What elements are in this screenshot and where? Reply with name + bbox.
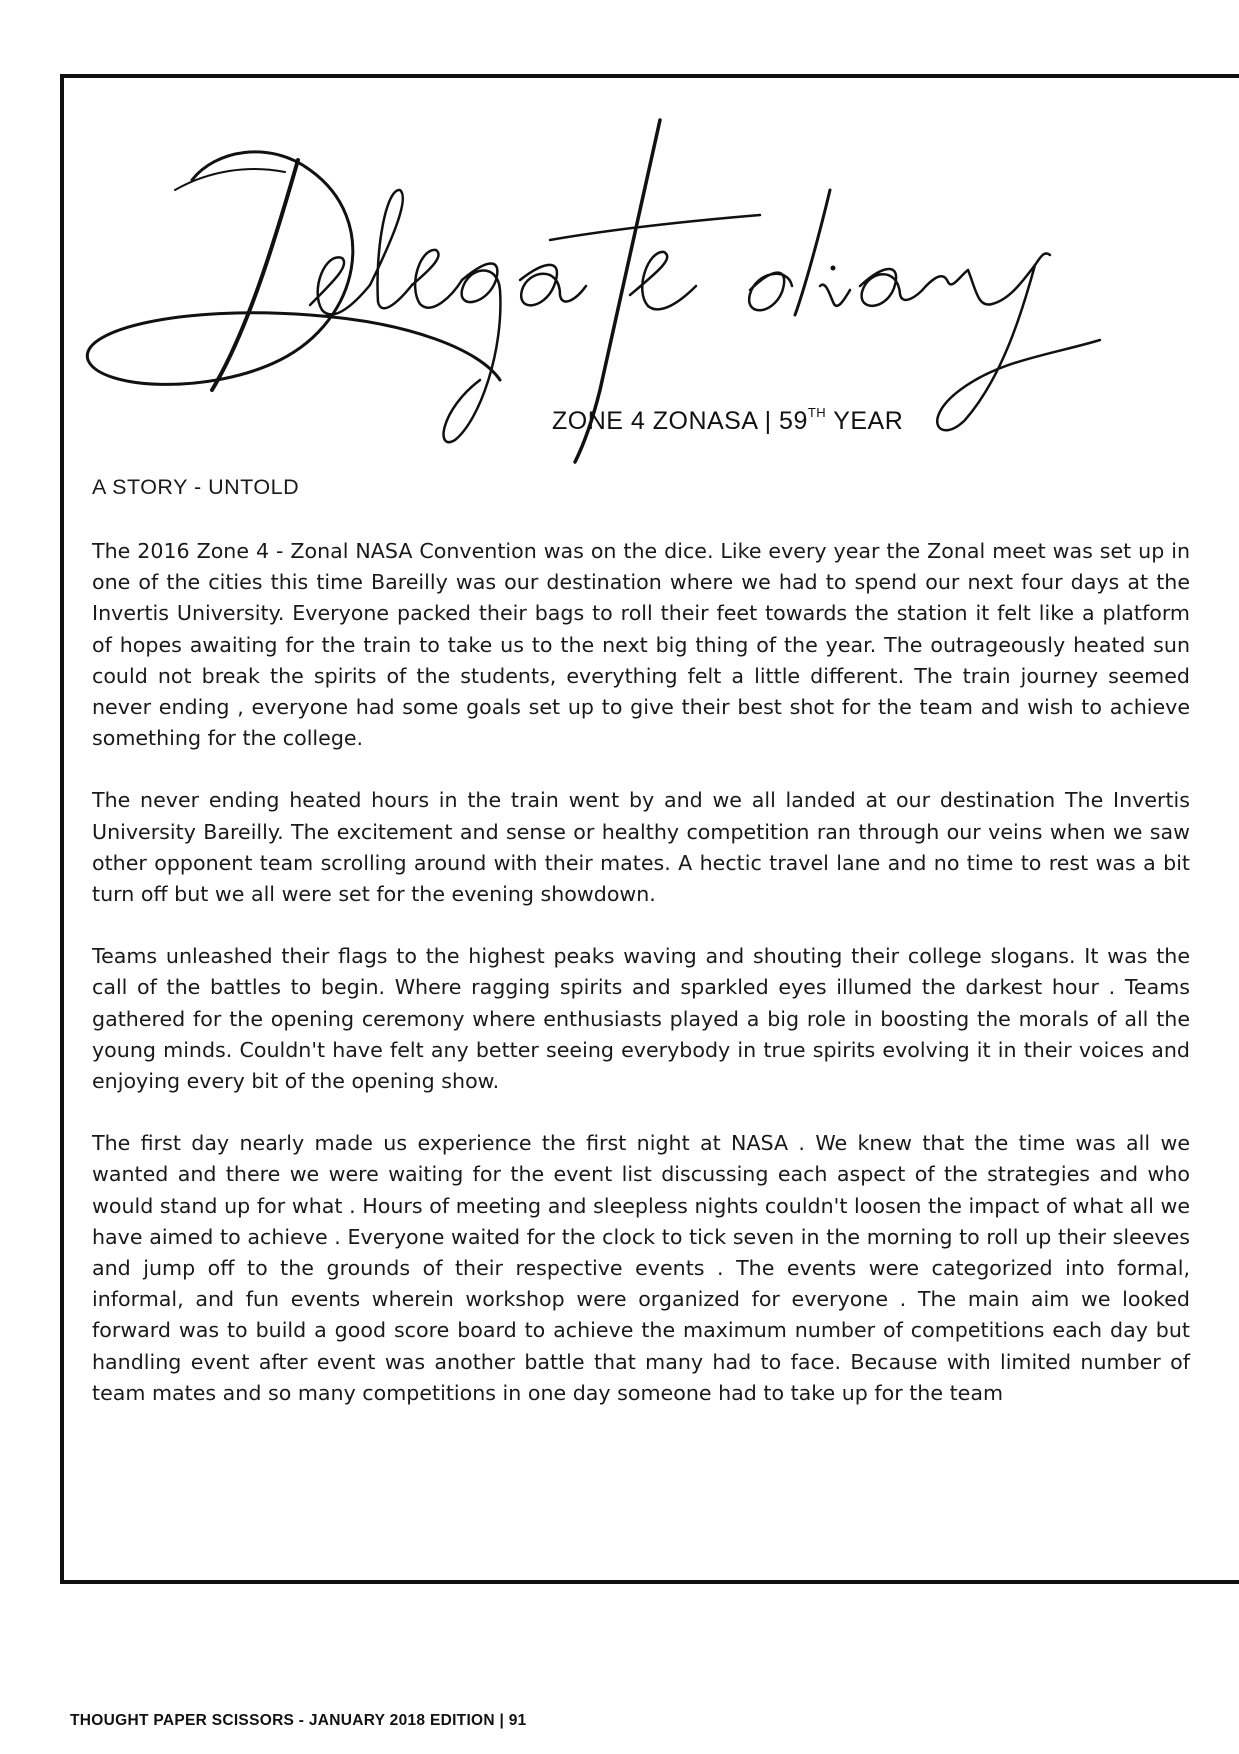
event-subtitle: [552, 407, 903, 436]
paragraph-4: The first day nearly made us experience the first night at NASA . We knew that the time was all we wanted and there we were waiting for the event list discussing each aspect of the strategies and who would stand up for what . Hours of meeting and sleepless nights couldn't loosen the impact of what all we have aimed to achieve . Everyone waited for the clock to tick seven in the morning to roll up their sleeves and jump off to the grounds of their respective events . The events were categorized into formal, informal, and fun events wherein workshop were organized for everyone . The main aim we looked forward was to build a good score board to achieve the maximum number of competitions each day but handling event after event was another battle that many had to face. Because with limited number of team mates and so many competitions in one day someone had to take up for the team: [92, 1131, 1190, 1405]
subtitle-tail: YEAR: [826, 407, 904, 435]
section-label: A STORY - UNTOLD: [92, 475, 300, 499]
subtitle-main: ZONE 4 ZONASA | 59: [552, 407, 808, 435]
paragraph-1: The 2016 Zone 4 - Zonal NASA Convention was on the dice. Like every year the Zonal meet was set up in one of the cities this time Bareilly was our destination where we had to spend our next four days at the Invertis University. Everyone packed their bags to roll their feet towards the station it felt like a platform of hopes awaiting for the train to take us to the next big thing of the year. The outrageously heated sun could not break the spirits of the students, everything felt a little different. The train journey seemed never ending , everyone had some goals set up to give their best shot for the team and wish to achieve something for the college.: [92, 539, 1190, 751]
paragraph-2: The never ending heated hours in the train went by and we all landed at our destination The Invertis University Bareilly. The excitement and sense or healthy competition ran through our veins when we saw other opponent team scrolling around with their mates. A hectic travel lane and no time to rest was a bit turn off but we all were set for the evening showdown.: [92, 788, 1190, 907]
subtitle-superscript: TH: [807, 405, 827, 420]
page-footer: THOUGHT PAPER SCISSORS - JANUARY 2018 EDITION | 91: [70, 1712, 527, 1729]
article-body: [92, 475, 1190, 1440]
paragraph-3: Teams unleashed their flags to the highest peaks waving and shouting their college slogans. It was the call of the battles to begin. Where ragging spirits and sparkled eyes illumed the darkest hour . Teams gathered for the opening ceremony where enthusiasts played a big role in boosting the morals of all the young minds. Couldn't have felt any better seeing everybody in true spirits evolving it in their voices and enjoying every bit of the opening show.: [92, 944, 1190, 1094]
